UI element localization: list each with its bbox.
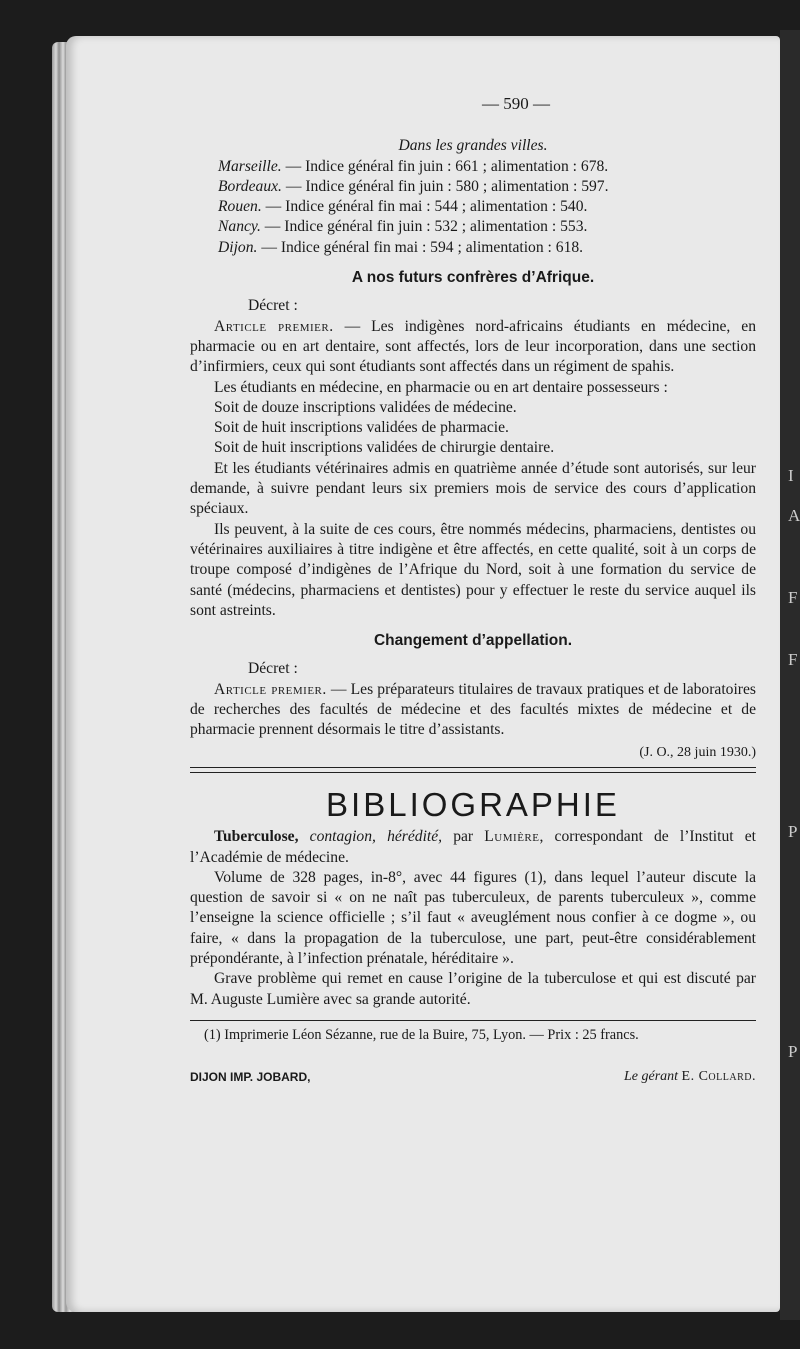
edge-letter: F [788,650,798,669]
divider [190,772,756,773]
book-subtitle: contagion, hérédité, [298,828,443,846]
students-intro: Les étudiants en médecine, en pharmacie ou en art dentaire possesseurs : [214,378,668,396]
book-reference [190,827,756,868]
article-label: Article premier. [214,317,334,335]
city-name: Nancy. [218,218,261,236]
edge-letter: P [788,822,798,841]
imprint-line [190,1067,756,1087]
edge-letter: I [788,466,794,485]
section-title-appellation: Changement d’appellation. [373,632,573,650]
city-index: — Indice général fin juin : 532 ; alimentation : 553. [260,218,588,236]
facing-page-edge [780,30,800,1320]
printer-name: DIJON IMP. JOBARD, [190,1070,311,1085]
city-index: — Indice général fin mai : 544 ; alimentation : 540. [261,198,588,216]
list-item: Soit de huit inscriptions validées de pharmacie. [214,419,509,437]
city-index: — Indice général fin mai : 594 ; alimentation : 618. [257,238,584,256]
source-reference: (J. O., 28 juin 1930.) [639,744,756,760]
article-premier-afrique [190,317,756,378]
city-row [218,217,756,237]
divider [190,767,756,768]
gerant [624,1067,756,1087]
book-description: Volume de 328 pages, in-8°, avec 44 figures (1), dans lequel l’auteur discute la question de savoir si « on ne naît pas tuberculeux, de parents tuberculeux », comme l’enseigne la science officielle ; s’il faut « aveuglément nous confier à ce dogme », ou faire, « dans la propagation de la tuberculose, une part, peut-être considérablement prépondérante, à l’infection prénatale, héréditaire ». [190,868,756,967]
gerant-name: E. Collard. [681,1069,756,1085]
edge-letter: A [788,506,800,525]
section-title-afrique: A nos futurs confrères d’Afrique. [351,269,595,287]
city-row [218,238,756,258]
city-name: Dijon. [218,238,258,256]
nomination-paragraph: Ils peuvent, à la suite de ces cours, être nommés médecins, pharmaciens, dentistes ou vétérinaires auxiliaires à titre indigène et être affectés, en cette qualité, soit à un corps de troupe composé d’indigènes de l’Afrique du Nord, soit à une formation du service de santé (médecins, pharmaciens et dentistes) pour y effectuer le reste du service auquel ils sont astreints. [190,520,756,619]
city-name: Rouen. [218,198,262,216]
edge-letter: F [788,588,798,607]
city-name: Marseille. [218,157,282,175]
bibliographie-title: BIBLIOGRAPHIE [326,785,620,823]
book-comment: Grave problème qui remet en cause l’origine de la tuberculose et qui est discuté par M. Auguste Lumière avec sa grande autorité. [190,970,756,1008]
page-content [190,94,756,1087]
cities-heading: Dans les grandes villes. [398,137,548,155]
decret-label: Décret : [248,297,298,315]
list-item: Soit de huit inscriptions validées de chirurgie dentaire. [214,439,555,457]
article-premier-appellation [190,680,756,741]
article-text: — Les préparateurs titulaires de travaux pratiques et de laboratoires de recherches des facultés de médecine et des facultés mixtes de médecine et de pharmacie prennent désormais le titre d’assistants. [190,680,756,739]
city-row [218,177,756,197]
city-row [218,157,756,177]
gerant-label: Le gérant [623,1069,679,1085]
author-prefix: par [442,828,485,846]
city-row [218,197,756,217]
article-label: Article premier. [214,680,327,698]
book-author: Lumière [484,828,540,846]
footnote: (1) Imprimerie Léon Sézanne, rue de la Buire, 75, Lyon. — Prix : 25 francs. [204,1026,639,1043]
page-number: — 590 — [482,94,550,113]
city-name: Bordeaux. [218,177,282,195]
article-text: — Les indigènes nord-africains étudiants en médecine, en pharmacie ou en art dentaire, sont affectés, lors de leur incorporation, dans une section d’infirmiers, ceux qui sont étudiants sont affectés dans un régiment de spahis. [190,317,757,376]
edge-letter: P [788,1042,798,1061]
decret-label: Décret : [248,660,298,678]
footnote-divider [190,1020,756,1021]
city-index: — Indice général fin juin : 661 ; alimentation : 678. [281,157,609,175]
book-title: Tuberculose, [214,828,299,846]
veterinary-paragraph: Et les étudiants vétérinaires admis en quatrième année d’étude sont autorisés, sur leur demande, à suivre pendant leurs six premiers mois de service des cours d’application spéciaux. [190,459,756,518]
cities-list [190,157,756,258]
author-affiliation: , correspondant de l’Institut et l’Académie de médecine. [190,828,756,866]
list-item: Soit de douze inscriptions validées de médecine. [214,398,517,416]
city-index: — Indice général fin juin : 580 ; alimentation : 597. [281,177,609,195]
